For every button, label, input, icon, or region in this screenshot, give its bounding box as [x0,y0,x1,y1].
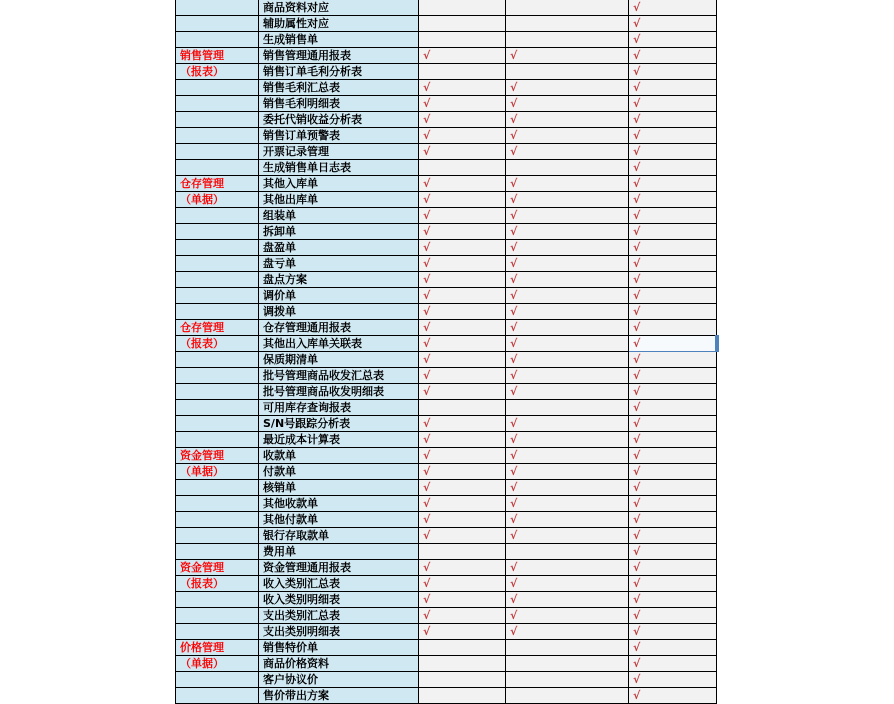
table-row [176,384,717,400]
feature-cell[interactable]: 其他出入库单关联表 [259,336,419,352]
feature-cell[interactable]: 核销单 [259,480,419,496]
category-cell[interactable]: 资金管理 [176,560,259,576]
category-cell[interactable] [176,304,259,320]
feature-cell[interactable]: 销售订单预警表 [259,128,419,144]
table-row [176,32,717,48]
table-row [176,592,717,608]
check-cell-checked[interactable]: √ [629,112,717,128]
check-cell-checked[interactable]: √ [419,448,506,464]
check-cell-checked[interactable]: √ [419,192,506,208]
check-cell-checked[interactable]: √ [419,624,506,640]
table-row [176,448,717,464]
category-cell[interactable] [176,256,259,272]
table-row [176,576,717,592]
check-cell-checked[interactable]: √ [506,432,629,448]
check-cell-checked[interactable]: √ [629,400,717,416]
check-cell-empty[interactable] [419,0,506,16]
feature-matrix-table [175,0,719,704]
category-cell[interactable]: 仓存管理 [176,176,259,192]
check-cell-empty[interactable] [506,32,629,48]
feature-cell[interactable]: 开票记录管理 [259,144,419,160]
check-cell-checked[interactable]: √ [506,448,629,464]
check-cell-checked[interactable]: √ [506,576,629,592]
feature-cell[interactable]: 销售管理通用报表 [259,48,419,64]
feature-cell[interactable]: 生成销售单日志表 [259,160,419,176]
check-cell-checked[interactable]: √ [629,640,717,656]
feature-cell[interactable]: 费用单 [259,544,419,560]
feature-cell[interactable]: 盘点方案 [259,272,419,288]
check-cell-checked[interactable]: √ [629,528,717,544]
check-cell-checked[interactable]: √ [506,528,629,544]
check-cell-checked[interactable]: √ [629,272,717,288]
category-cell[interactable] [176,272,259,288]
category-cell[interactable] [176,96,259,112]
check-cell-checked[interactable]: √ [506,512,629,528]
check-cell-checked[interactable]: √ [506,256,629,272]
check-cell-checked[interactable]: √ [629,576,717,592]
check-cell-checked[interactable]: √ [629,128,717,144]
check-cell-checked[interactable]: √ [419,384,506,400]
check-cell-empty[interactable] [419,32,506,48]
check-cell-checked[interactable]: √ [506,272,629,288]
check-cell-checked[interactable]: √ [629,544,717,560]
category-cell[interactable]: （报表） [176,336,259,352]
check-cell-checked[interactable]: √ [629,144,717,160]
table-row [176,656,717,672]
check-cell-checked[interactable]: √ [419,96,506,112]
feature-cell[interactable]: 收入类别汇总表 [259,576,419,592]
feature-cell[interactable]: 组装单 [259,208,419,224]
check-cell-checked[interactable]: √ [629,560,717,576]
category-cell[interactable] [176,688,259,704]
table-row [176,688,717,704]
check-cell-empty[interactable] [419,64,506,80]
category-cell[interactable]: 仓存管理 [176,320,259,336]
feature-cell[interactable]: 其他入库单 [259,176,419,192]
table-row [176,80,717,96]
check-cell-checked[interactable]: √ [629,192,717,208]
check-cell-empty[interactable] [506,64,629,80]
check-cell-checked[interactable]: √ [419,592,506,608]
category-cell[interactable]: （报表） [176,576,259,592]
check-cell-checked[interactable]: √ [629,656,717,672]
feature-cell[interactable]: 资金管理通用报表 [259,560,419,576]
check-cell-empty[interactable] [506,0,629,16]
check-cell-checked[interactable]: √ [506,384,629,400]
check-cell-checked[interactable]: √ [506,288,629,304]
check-cell-checked[interactable]: √ [629,320,717,336]
table-row [176,272,717,288]
table-row [176,0,717,16]
feature-cell[interactable]: 售价带出方案 [259,688,419,704]
check-cell-checked[interactable]: √ [629,176,717,192]
check-cell-checked[interactable]: √ [506,208,629,224]
table-row [176,96,717,112]
feature-cell[interactable]: 付款单 [259,464,419,480]
check-cell-checked[interactable]: √ [629,464,717,480]
category-cell[interactable] [176,416,259,432]
category-cell[interactable]: 价格管理 [176,640,259,656]
category-cell[interactable]: （单据） [176,464,259,480]
table-row [176,208,717,224]
check-cell-checked[interactable]: √ [629,256,717,272]
table-row [176,464,717,480]
category-cell[interactable] [176,80,259,96]
table-row [176,64,717,80]
category-cell[interactable] [176,368,259,384]
check-cell-checked[interactable]: √ [506,192,629,208]
check-cell-checked[interactable]: √ [629,432,717,448]
table-row [176,480,717,496]
check-cell-empty[interactable] [506,400,629,416]
check-cell-checked[interactable]: √ [629,352,717,368]
check-cell-checked[interactable]: √ [419,416,506,432]
table-row [176,496,717,512]
table-row [176,512,717,528]
check-cell-empty[interactable] [419,544,506,560]
table-row [176,336,717,352]
feature-cell[interactable]: 批号管理商品收发明细表 [259,384,419,400]
spreadsheet-region [175,0,716,704]
feature-cell[interactable]: 商品资料对应 [259,0,419,16]
check-cell-checked[interactable]: √ [419,528,506,544]
check-cell-checked[interactable]: √ [629,240,717,256]
check-cell-checked[interactable]: √ [506,416,629,432]
table-row [176,608,717,624]
check-cell-checked[interactable]: √ [629,80,717,96]
check-cell-empty[interactable] [419,672,506,688]
feature-cell[interactable]: 盘盈单 [259,240,419,256]
check-cell-checked[interactable]: √ [506,368,629,384]
check-cell-checked[interactable]: √ [419,512,506,528]
check-cell-checked[interactable]: √ [506,240,629,256]
category-cell[interactable]: 销售管理 [176,48,259,64]
check-cell-checked[interactable]: √ [506,144,629,160]
check-cell-checked[interactable]: √ [419,336,506,352]
category-cell[interactable] [176,240,259,256]
check-cell-checked[interactable]: √ [506,496,629,512]
table-row [176,288,717,304]
feature-cell[interactable]: 销售毛利明细表 [259,96,419,112]
feature-cell[interactable]: 批号管理商品收发汇总表 [259,368,419,384]
check-cell-checked[interactable]: √ [629,368,717,384]
category-cell[interactable] [176,352,259,368]
check-cell-checked[interactable]: √ [419,288,506,304]
category-cell[interactable] [176,592,259,608]
check-cell-checked[interactable]: √ [506,336,629,352]
category-cell[interactable] [176,32,259,48]
category-cell[interactable] [176,384,259,400]
feature-cell[interactable]: 银行存取款单 [259,528,419,544]
check-cell-empty[interactable] [419,16,506,32]
check-cell-checked[interactable]: √ [506,608,629,624]
check-cell-checked[interactable]: √ [629,96,717,112]
check-cell-checked[interactable]: √ [506,176,629,192]
check-cell-checked[interactable]: √ [629,448,717,464]
check-cell-checked[interactable]: √ [419,320,506,336]
check-cell-checked[interactable]: √ [506,112,629,128]
check-cell-checked[interactable]: √ [629,32,717,48]
check-cell-empty[interactable] [506,544,629,560]
check-cell-checked[interactable]: √ [506,624,629,640]
check-cell-checked[interactable]: √ [629,224,717,240]
feature-cell[interactable]: 收入类别明细表 [259,592,419,608]
table-row [176,560,717,576]
table-row [176,192,717,208]
table-row [176,624,717,640]
feature-cell[interactable]: 支出类别汇总表 [259,608,419,624]
check-cell-empty[interactable] [419,400,506,416]
category-cell[interactable] [176,128,259,144]
table-row [176,16,717,32]
check-cell-checked[interactable]: √ [629,592,717,608]
table-row [176,48,717,64]
table-row [176,368,717,384]
category-cell[interactable] [176,400,259,416]
feature-cell[interactable]: 销售订单毛利分析表 [259,64,419,80]
check-cell-checked[interactable]: √ [629,624,717,640]
feature-cell[interactable]: 最近成本计算表 [259,432,419,448]
check-cell-checked[interactable]: √ [629,512,717,528]
check-cell-checked[interactable]: √ [419,352,506,368]
check-cell-checked[interactable]: √ [506,96,629,112]
feature-cell[interactable]: 商品价格资料 [259,656,419,672]
feature-cell[interactable]: 可用库存查询报表 [259,400,419,416]
table-row [176,112,717,128]
category-cell[interactable] [176,672,259,688]
feature-cell[interactable]: 委托代销收益分析表 [259,112,419,128]
check-cell-checked[interactable]: √ [419,144,506,160]
category-cell[interactable] [176,544,259,560]
feature-cell[interactable]: 客户协议价 [259,672,419,688]
check-cell-checked[interactable]: √ [419,496,506,512]
feature-cell[interactable]: 盘亏单 [259,256,419,272]
feature-cell[interactable]: 生成销售单 [259,32,419,48]
feature-cell[interactable]: 仓存管理通用报表 [259,320,419,336]
feature-cell[interactable]: 收款单 [259,448,419,464]
matrix-body [176,0,717,704]
check-cell-empty[interactable] [506,160,629,176]
table-row [176,528,717,544]
check-cell-empty[interactable] [419,656,506,672]
feature-cell[interactable]: 保质期清单 [259,352,419,368]
check-cell-empty[interactable] [419,688,506,704]
category-cell[interactable] [176,0,259,16]
check-cell-checked[interactable]: √ [629,160,717,176]
check-cell-checked[interactable]: √ [419,240,506,256]
feature-cell[interactable]: 辅助属性对应 [259,16,419,32]
category-cell[interactable] [176,16,259,32]
check-cell-checked[interactable]: √ [506,480,629,496]
check-cell-checked[interactable]: √ [506,352,629,368]
table-row [176,544,717,560]
category-cell[interactable] [176,288,259,304]
category-cell[interactable] [176,528,259,544]
check-cell-checked[interactable]: √ [506,592,629,608]
category-cell[interactable] [176,512,259,528]
check-cell-checked[interactable]: √ [506,224,629,240]
table-row [176,128,717,144]
feature-cell[interactable]: 其他出库单 [259,192,419,208]
check-cell-checked[interactable]: √ [629,304,717,320]
table-row [176,432,717,448]
category-cell[interactable]: 资金管理 [176,448,259,464]
table-row [176,352,717,368]
check-cell-checked[interactable]: √ [419,112,506,128]
category-cell[interactable] [176,432,259,448]
category-cell[interactable]: （单据） [176,656,259,672]
check-cell-checked[interactable]: √ [629,208,717,224]
table-row [176,672,717,688]
check-cell-checked[interactable]: √ [419,304,506,320]
check-cell-checked[interactable]: √ [419,176,506,192]
category-cell[interactable] [176,608,259,624]
category-cell[interactable] [176,624,259,640]
feature-cell[interactable]: 拆卸单 [259,224,419,240]
check-cell-checked[interactable]: √ [419,560,506,576]
check-cell-checked[interactable]: √ [419,608,506,624]
table-row [176,400,717,416]
check-cell-empty[interactable] [506,16,629,32]
check-cell-checked[interactable]: √ [419,208,506,224]
check-cell-empty[interactable] [419,640,506,656]
category-cell[interactable]: （单据） [176,192,259,208]
feature-cell[interactable]: 支出类别明细表 [259,624,419,640]
category-cell[interactable] [176,160,259,176]
category-cell[interactable] [176,144,259,160]
check-cell-checked[interactable]: √ [629,48,717,64]
check-cell-checked[interactable]: √ [419,256,506,272]
check-cell-checked[interactable]: √ [629,16,717,32]
check-cell-empty[interactable] [506,640,629,656]
category-cell[interactable] [176,224,259,240]
category-cell[interactable]: （报表） [176,64,259,80]
feature-cell[interactable]: 销售特价单 [259,640,419,656]
check-cell-checked[interactable]: √ [419,272,506,288]
check-cell-checked[interactable]: √ [629,672,717,688]
check-cell-checked[interactable]: √ [629,480,717,496]
check-cell-checked[interactable]: √ [506,560,629,576]
category-cell[interactable] [176,496,259,512]
table-row [176,144,717,160]
check-cell-checked[interactable]: √ [419,224,506,240]
table-row [176,176,717,192]
check-cell-checked[interactable]: √ [506,464,629,480]
check-cell-checked[interactable]: √ [419,368,506,384]
check-cell-checked[interactable]: √ [629,384,717,400]
check-cell-checked[interactable]: √ [506,320,629,336]
check-cell-empty[interactable] [506,672,629,688]
feature-cell[interactable]: 其他收款单 [259,496,419,512]
check-cell-checked[interactable]: √ [629,496,717,512]
table-row [176,416,717,432]
check-cell-empty[interactable] [506,688,629,704]
feature-cell[interactable]: 调价单 [259,288,419,304]
check-cell-checked[interactable]: √ [629,64,717,80]
feature-cell[interactable]: 其他付款单 [259,512,419,528]
check-cell-empty[interactable] [506,656,629,672]
category-cell[interactable] [176,480,259,496]
category-cell[interactable] [176,208,259,224]
table-row [176,256,717,272]
check-cell-checked[interactable]: √ [506,128,629,144]
check-cell-checked[interactable]: √ [506,80,629,96]
table-row [176,160,717,176]
check-cell-checked[interactable]: √ [419,432,506,448]
check-cell-checked[interactable]: √ [506,48,629,64]
table-row [176,640,717,656]
check-cell-checked[interactable]: √ [419,48,506,64]
feature-cell[interactable]: 销售毛利汇总表 [259,80,419,96]
check-cell-checked[interactable]: √ [629,416,717,432]
check-cell-checked[interactable]: √ [419,80,506,96]
table-row [176,320,717,336]
check-cell-checked[interactable]: √ [419,576,506,592]
category-cell[interactable] [176,112,259,128]
check-cell-checked[interactable]: √ [629,608,717,624]
check-cell-checked[interactable]: √ [629,0,717,16]
check-cell-checked[interactable]: √ [419,480,506,496]
check-cell-checked[interactable]: √ [506,304,629,320]
check-cell-checked[interactable]: √ [629,688,717,704]
selected-cell[interactable]: √ [629,336,717,352]
feature-cell[interactable]: 调拨单 [259,304,419,320]
table-row [176,224,717,240]
feature-cell[interactable]: S/N号跟踪分析表 [259,416,419,432]
table-row [176,240,717,256]
check-cell-empty[interactable] [419,160,506,176]
table-row [176,304,717,320]
check-cell-checked[interactable]: √ [419,128,506,144]
check-cell-checked[interactable]: √ [419,464,506,480]
check-cell-checked[interactable]: √ [629,288,717,304]
